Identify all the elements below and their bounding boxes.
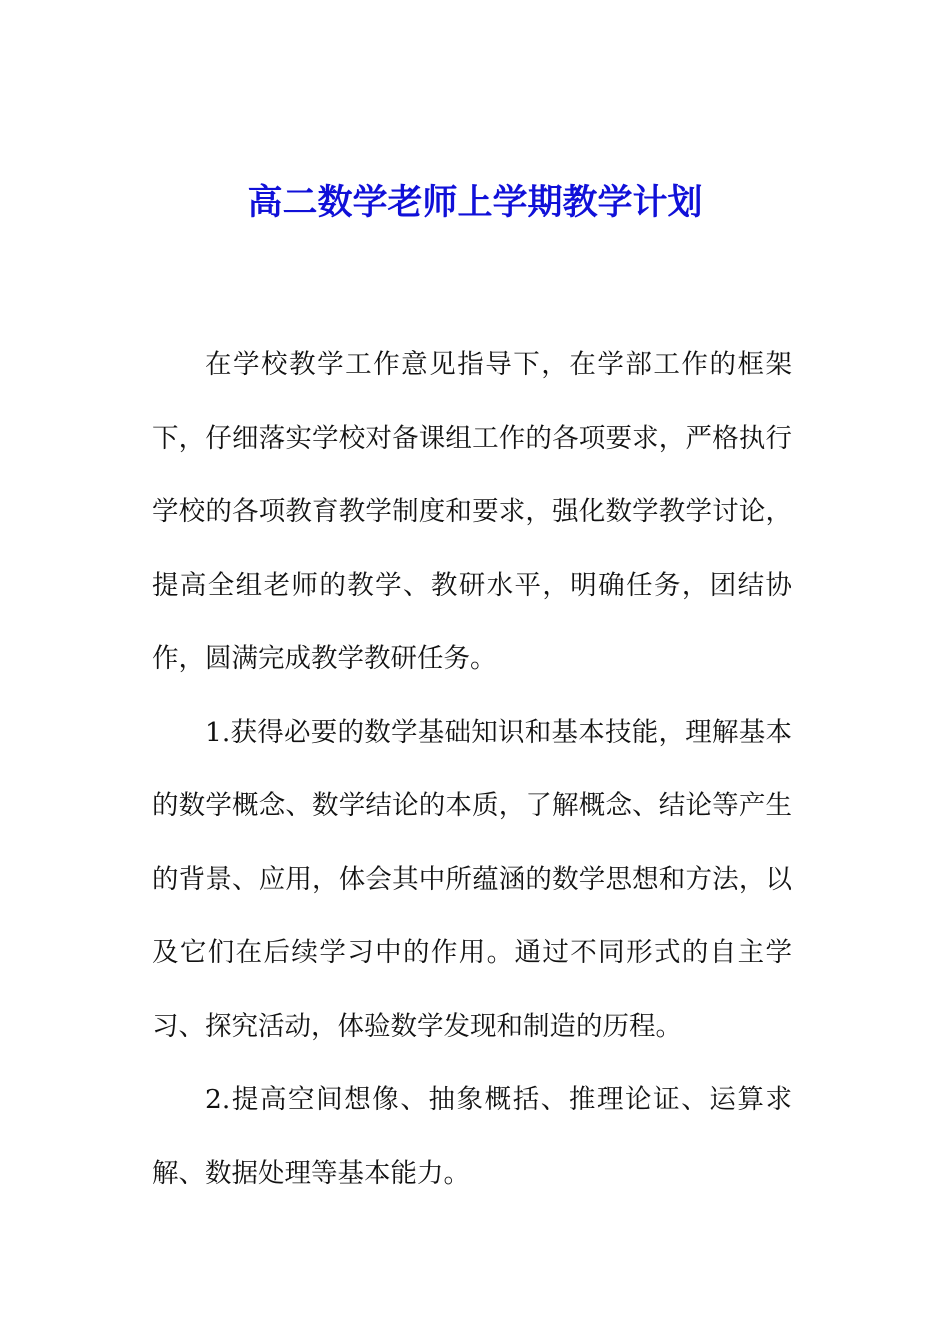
document-body bbox=[152, 328, 792, 1210]
paragraph-intro: 在学校教学工作意见指导下，在学部工作的框架下，仔细落实学校对备课组工作的各项要求，严格执行学校的各项教育教学制度和要求，强化数学教学讨论，提高全组老师的教学、教研水平，明确任务，团结协作，圆满完成教学教研任务。 bbox=[152, 349, 792, 674]
document-title: 高二数学老师上学期教学计划 bbox=[247, 182, 703, 223]
paragraph-item-2: 2.提高空间想像、抽象概括、推理论证、运算求解、数据处理等基本能力。 bbox=[152, 1084, 792, 1189]
paragraph-item-1: 1.获得必要的数学基础知识和基本技能，理解基本的数学概念、数学结论的本质，了解概念、结论等产生的背景、应用，体会其中所蕴涵的数学思想和方法，以及它们在后续学习中的作用。通过不同形式的自主学习、探究活动，体验数学发现和制造的历程。 bbox=[152, 716, 792, 1042]
